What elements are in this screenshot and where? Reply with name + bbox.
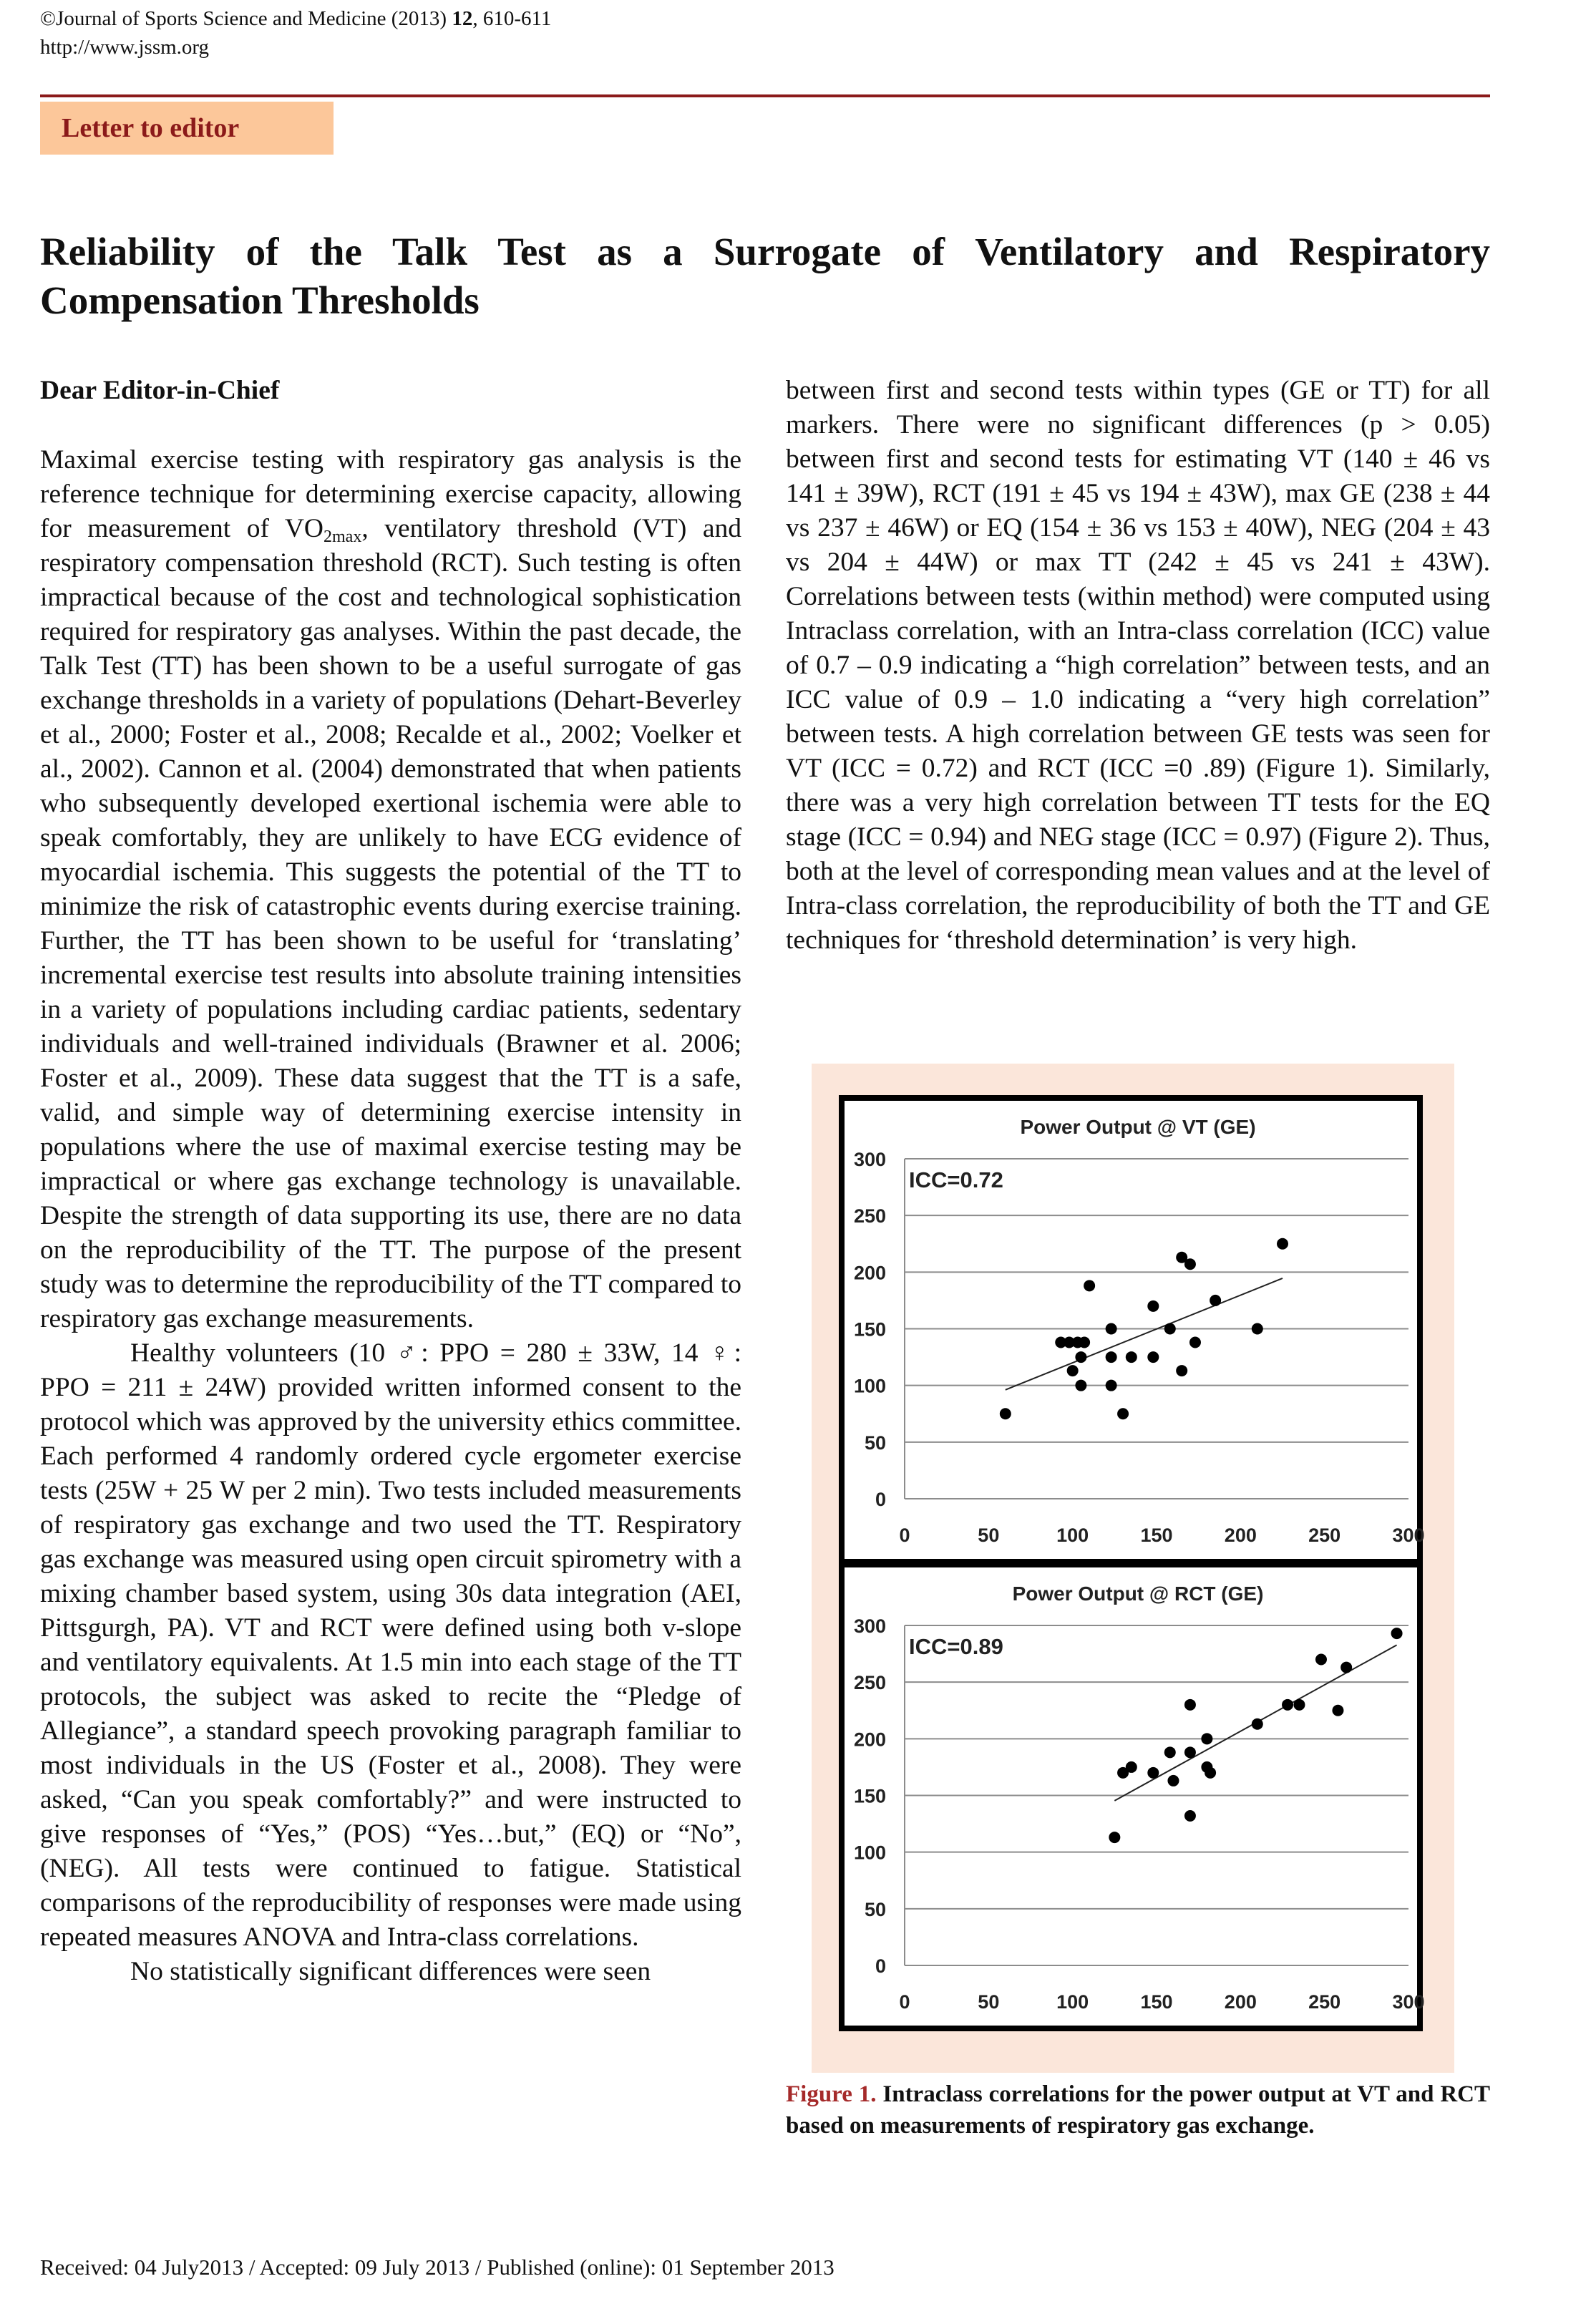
chart2-ytick-label: 250 [853, 1672, 886, 1694]
chart1-data-point [1147, 1301, 1159, 1312]
chart2-xtick-label: 150 [1140, 1991, 1173, 2013]
chart1-data-point [1084, 1280, 1095, 1291]
greeting: Dear Editor-in-Chief [40, 376, 280, 405]
header-divider [40, 94, 1490, 97]
chart2-data-point [1201, 1733, 1212, 1744]
publication-dates: Received: 04 July2013 / Accepted: 09 July 2013 / Published (online): 01 September 2013 [40, 2255, 835, 2280]
chart2-ytick-label: 0 [875, 1955, 886, 1977]
subscript-2max: 2max [323, 528, 362, 546]
journal-volume: 12 [452, 7, 473, 30]
chart2-data-point [1147, 1767, 1159, 1779]
paragraph-1: Maximal exercise testing with respiratory gas analysis is the reference technique for determining exercise capacity, allowing for measurement of $VO_{2max}$, ventilatory threshold (VT) and respiratory compensation threshold (RCT). Such testing is often impractical because of the cost and technological sophistication required for respiratory gas analyses. Within the past decade, the Talk Test (TT) has been shown to be a useful surrogate of gas exchange thresholds in a variety of populations (Dehart-Beverley et al., 2000; Foster et al., 2008; Recalde et al., 2002; Voelker et al., 2002). Cannon et al. (2004) demonstrated that when patients who subsequently developed exertional ischemia were able to speak comfortably, they are unlikely to have ECG evidence of myocardial ischemia. This suggests the potential of the TT to minimize the risk of catastrophic events during exercise training. Further, the TT has been shown to be useful for ‘translating’ incremental exercise test results into absolute training intensities in a variety of populations including cardiac patients, sedentary individuals and well-trained individuals (Brawner et al. 2006; Foster et al., 2009). These data suggest that the TT is a safe, valid, and simple way of determining exercise intensity in populations where the use of maximal exercise testing may be impractical or where gas exchange technology is unavailable. Despite the strength of data supporting its use, there are no data on the reproducibility of the TT. The purpose of the present study was to determine the reproducibility of the TT compared to respiratory gas exchange measurements. [40, 445, 741, 1333]
chart2-title: Power Output @ RCT (GE) [1012, 1583, 1264, 1605]
chart1-ytick-label: 0 [875, 1489, 886, 1510]
figure-label: Figure 1. [786, 2081, 877, 2107]
chart1-data-point [1126, 1351, 1137, 1363]
chart2-data-point [1252, 1718, 1263, 1730]
chart2-icc-annotation: ICC=0.89 [909, 1634, 1003, 1659]
chart2-data-point [1109, 1832, 1120, 1843]
chart1-ytick-label: 250 [853, 1205, 886, 1227]
chart1-data-point [1252, 1323, 1263, 1335]
journal-header [40, 6, 551, 31]
chart1-icc-annotation: ICC=0.72 [909, 1167, 1003, 1192]
chart1-data-point [1106, 1380, 1117, 1391]
chart1-ytick-label: 100 [853, 1375, 886, 1397]
chart1-data-point [1210, 1295, 1221, 1306]
journal-citation: ©Journal of Sports Science and Medicine (2013) [40, 7, 452, 30]
chart2-data-point [1184, 1746, 1196, 1758]
chart1-xtick-label: 300 [1392, 1525, 1425, 1546]
chart1-data-point [1147, 1351, 1159, 1363]
right-column [786, 374, 1490, 958]
chart1-ytick-label: 300 [853, 1149, 886, 1170]
figure-1 [812, 1064, 1454, 2073]
chart2-xtick-label: 50 [978, 1991, 1000, 2013]
figure-1-charts [812, 1064, 1454, 2073]
chart2-data-point [1293, 1699, 1305, 1711]
chart1-data-point [1176, 1365, 1187, 1376]
chart1-xtick-label: 150 [1140, 1525, 1173, 1546]
chart2-ytick-label: 300 [853, 1615, 886, 1637]
chart2-data-point [1340, 1662, 1352, 1673]
journal-url[interactable]: http://www.jssm.org [40, 36, 210, 59]
chart2-data-point [1184, 1699, 1196, 1711]
chart1-data-point [1277, 1238, 1288, 1250]
paragraph-3-start: No statistically significant differences were seen [130, 1957, 651, 1986]
chart2-data-point [1332, 1705, 1343, 1716]
chart2-xtick-label: 300 [1392, 1991, 1425, 2013]
chart1-data-point [1079, 1337, 1090, 1348]
chart2-xtick-label: 0 [899, 1991, 910, 2013]
chart1-ytick-label: 200 [853, 1262, 886, 1284]
article-title-line1: Reliability of the Talk Test as a Surrogate of Ventilatory and Respiratory [40, 230, 1490, 273]
chart1-ytick-label: 50 [864, 1431, 886, 1454]
chart1-data-point [1000, 1408, 1011, 1419]
figure-caption [786, 2079, 1490, 2141]
chart2-data-point [1282, 1699, 1293, 1711]
chart2-data-point [1205, 1767, 1216, 1779]
left-column [40, 374, 741, 1989]
chart2-data-point [1126, 1761, 1137, 1773]
chart2-ytick-label: 150 [853, 1785, 886, 1807]
journal-pages: , 610-611 [472, 7, 552, 30]
paragraph-2: Healthy volunteers (10 ♂: PPO = 280 ± 33W, 14 ♀: PPO = 211 ± 24W) provided written informed consent to the protocol which was approved by the university ethics committee. Each performed 4 randomly ordered cycle ergometer exercise tests (25W + 25 W per 2 min). Two tests included measurements of respiratory gas exchange and two used the TT. Respiratory gas exchange was measured using open circuit spirometry with a mixing chamber based system, using 30s data integration (AEI, Pittsgurgh, PA). VT and RCT were defined using both v-slope and ventilatory equivalents. At 1.5 min into each stage of the TT protocols, the subject was asked to recite the “Pledge of Allegiance”, a standard speech provoking paragraph familiar to most individuals in the US (Foster et al., 2008). They were asked, “Can you speak comfortably?” and were instructed to give responses of “Yes,” (POS) “Yes…but,” (EQ) or “No”, (NEG). All tests were continued to fatigue. Statistical comparisons of the reproducibility of responses were made using repeated measures ANOVA and Intra-class correlations. [40, 1338, 741, 1952]
chart2-ytick-label: 200 [853, 1729, 886, 1751]
chart2-data-point [1167, 1775, 1179, 1786]
chart2-data-point [1164, 1746, 1176, 1758]
chart1-data-point [1189, 1337, 1201, 1348]
chart1-data-point [1106, 1323, 1117, 1335]
chart2-data-point [1315, 1654, 1327, 1666]
figure-caption-text: Intraclass correlations for the power output at VT and RCT based on measurements of respiratory gas exchange. [786, 2081, 1490, 2139]
chart1-data-point [1184, 1258, 1196, 1270]
chart1-data-point [1164, 1323, 1176, 1335]
chart1-ytick-label: 150 [853, 1318, 886, 1341]
chart2-ytick-label: 50 [864, 1898, 886, 1920]
chart1-xtick-label: 0 [899, 1525, 910, 1546]
chart1-data-point [1075, 1380, 1086, 1391]
chart1-xtick-label: 200 [1224, 1525, 1257, 1546]
article-title-line2: Compensation Thresholds [40, 278, 480, 322]
chart2-xtick-label: 200 [1224, 1991, 1257, 2013]
chart1-data-point [1075, 1351, 1086, 1363]
chart1-xtick-label: 50 [978, 1525, 1000, 1546]
chart2-xtick-label: 250 [1308, 1991, 1341, 2013]
chart1-xtick-label: 100 [1056, 1525, 1089, 1546]
chart2-data-point [1184, 1810, 1196, 1822]
chart2-ytick-label: 100 [853, 1842, 886, 1864]
chart1-data-point [1067, 1365, 1079, 1376]
chart2-xtick-label: 100 [1056, 1991, 1089, 2013]
section-label: Letter to editor [40, 102, 334, 155]
chart1-title: Power Output @ VT (GE) [1020, 1116, 1256, 1138]
chart1-data-point [1106, 1351, 1117, 1363]
chart2-data-point [1391, 1628, 1403, 1639]
chart1-xtick-label: 250 [1308, 1525, 1341, 1546]
paragraph-3-continued: between first and second tests within types (GE or TT) for all markers. There were no significant differences (p > 0.05) between first and second tests for estimating VT (140 ± 46 vs 141 ± 39W), RCT (191 ± 45 vs 194 ± 43W), max GE (238 ± 44 vs 237 ± 46W) or EQ (154 ± 36 vs 153 ± 40W), NEG (204 ± 43 vs 204 ± 44W) or max TT (242 ± 45 vs 241 ± 43W). Correlations between tests (within method) were computed using Intraclass correlation, with an Intra-class correlation (ICC) value of 0.7 – 0.9 indicating a “high correlation” between tests, and an ICC value of 0.9 – 1.0 indicating a “very high correlation” between tests. A high correlation between GE tests was seen for VT (ICC = 0.72) and RCT (ICC =0 .89) (Figure 1). Similarly, there was a very high correlation between TT tests for the EQ stage (ICC = 0.94) and NEG stage (ICC = 0.97) (Figure 2). Thus, both at the level of corresponding mean values and at the level of Intra-class correlation, the reproducibility of both the TT and GE techniques for ‘threshold determination’ is very high. [786, 376, 1490, 955]
chart1-data-point [1117, 1408, 1129, 1419]
